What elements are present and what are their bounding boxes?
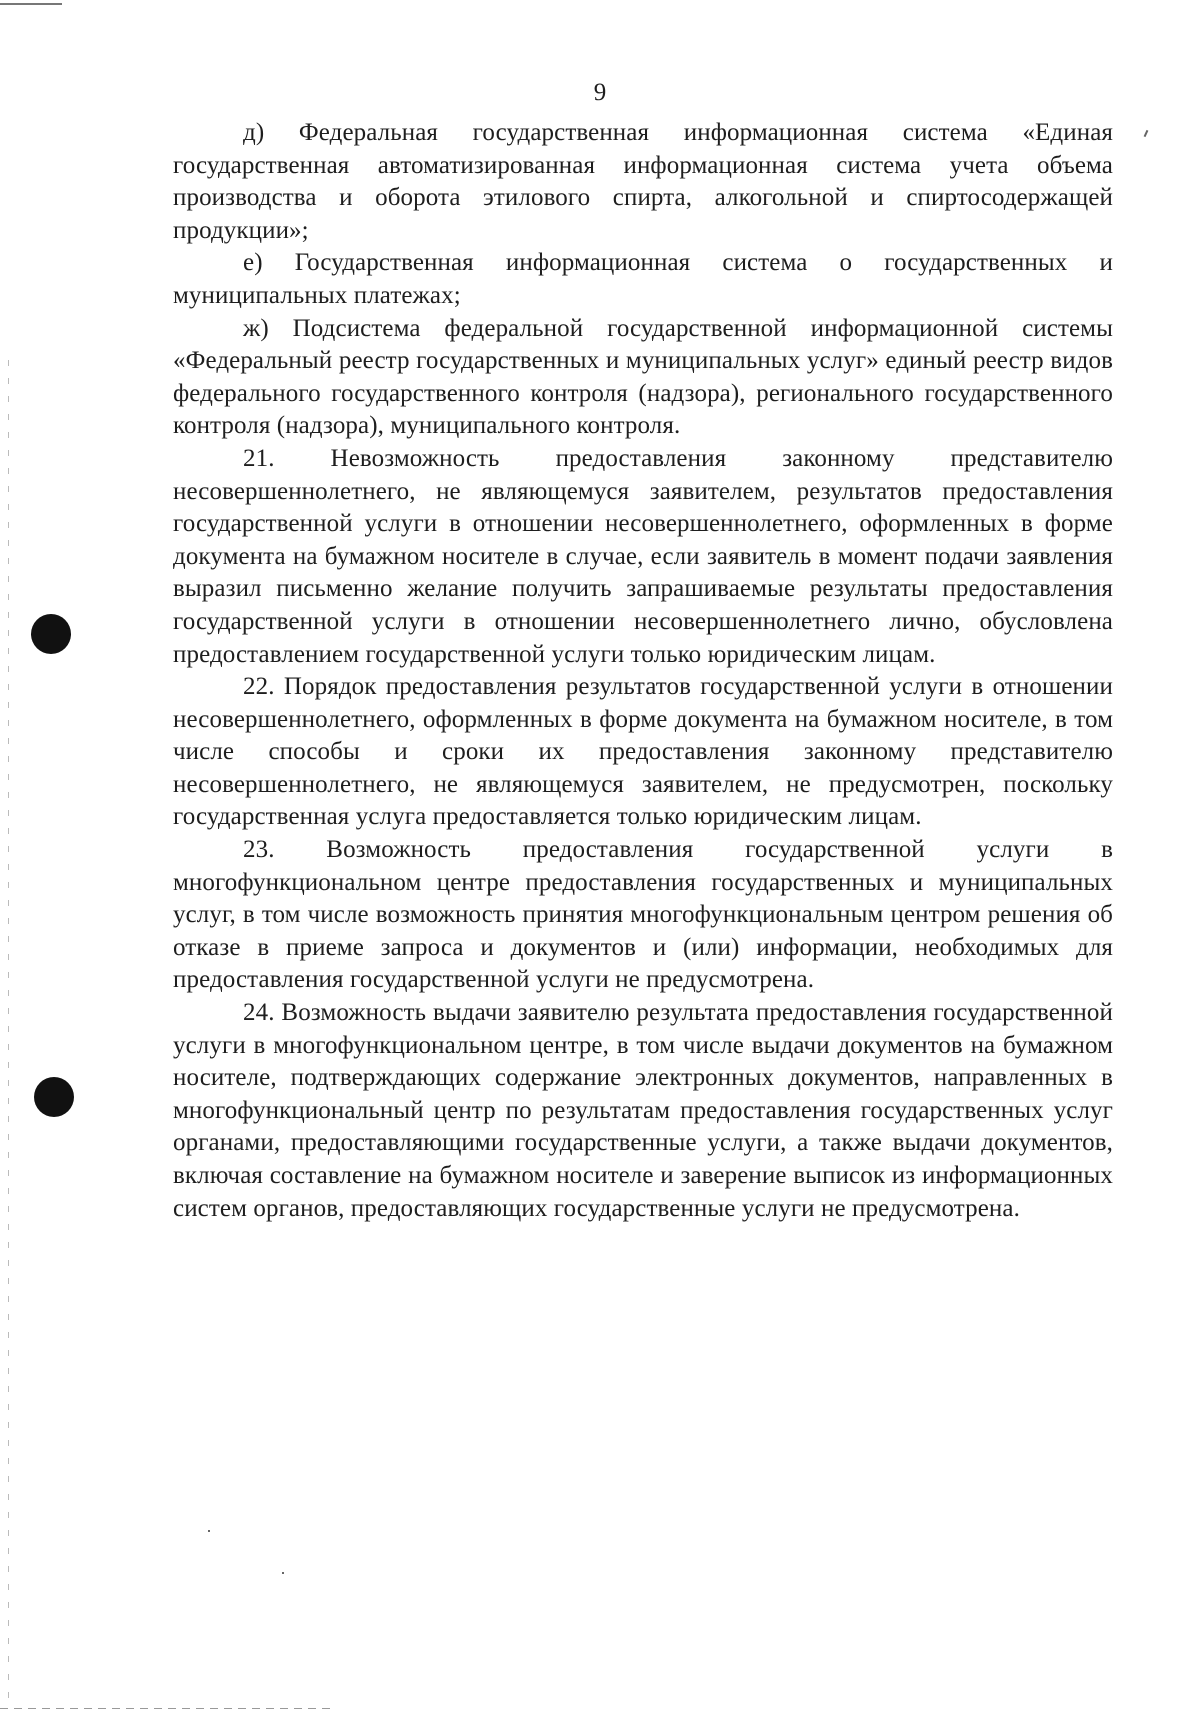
paragraph-22: 22. Порядок предоставления результатов государственной услуги в отношении несовершеннолетнего, оформленных в форме документа на бумажном носителе, в том числе способы и сроки их предоставления законному представителю несовершеннолетнего, не являющемуся заявителем, не предусмотрен, поскольку государственная услуга предоставляется только юридическим лицам.: [173, 673, 1113, 831]
paragraph-23: 23. Возможность предоставления государственной услуги в многофункциональном центре предоставления государственных и муниципальных услуг, в том числе возможность принятия многофункциональным центром решения об отказе в приеме запроса и документов и (или) информации, необходимых для предоставления государственной услуги не предусмотрена.: [173, 836, 1113, 994]
paragraph-zh: ж) Подсистема федеральной государственной информационной системы «Федеральный реестр государственных и муниципальных услуг» единый реестр видов федерального государственного контроля (надзора), регионального государственного контроля (надзора), муниципального контроля.: [173, 314, 1113, 440]
scan-speck: [208, 1530, 210, 1532]
page-number: 9: [593, 79, 607, 106]
paragraph-e: е) Государственная информационная система о государственных и муниципальных платежах;: [173, 249, 1113, 309]
scan-speck: [282, 1572, 284, 1574]
scan-speck: [1144, 130, 1149, 137]
scan-edge-top: [0, 3, 62, 5]
scan-edge-bottom: [0, 1708, 330, 1709]
paragraph-d: д) Федеральная государственная информационная система «Единая государственная автоматизированная информационная система учета объема производства и оборота этилового спирта, алкогольной и спиртосодержащей продукции»;: [173, 119, 1113, 244]
punch-hole-bottom: [34, 1077, 74, 1117]
paragraph-21: 21. Невозможность предоставления законному представителю несовершеннолетнего, не являющемуся заявителем, результатов предоставления государственной услуги в отношении несовершеннолетнего, оформленных в форме документа на бумажном носителе в случае, если заявитель в момент подачи заявления выразил письменно желание получить запрашиваемые результаты предоставления государственной услуги в отношении несовершеннолетнего лично, обусловлена предоставлением государственной услуги только юридическим лицам.: [173, 444, 1113, 668]
paragraph-24: 24. Возможность выдачи заявителю результата предоставления государственной услуги в многофункциональном центре, в том числе выдачи документов на бумажном носителе, подтверждающих содержание электронных документов, направленных в многофункциональный центр по результатам предоставления государственных услуг органами, предоставляющими государственные услуги, а также выдачи документов, включая составление на бумажном носителе и заверение выписок из информационных систем органов, предоставляющих государственные услуги не предусмотрена.: [173, 999, 1113, 1222]
scan-edge-left: [8, 360, 9, 1710]
punch-hole-top: [31, 614, 71, 654]
document-body: [173, 117, 1113, 1225]
